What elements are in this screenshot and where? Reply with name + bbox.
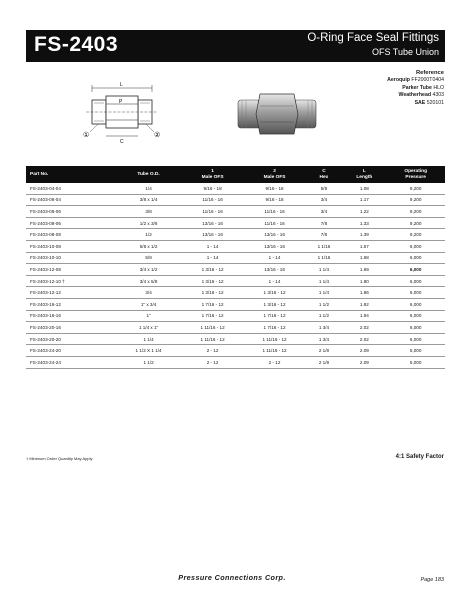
table-cell: 7/8 — [306, 217, 343, 229]
column-header: Tube O.D. — [137, 171, 160, 177]
reference-row: Parker Tube HLO — [402, 84, 444, 91]
table-cell: 3/4 — [306, 206, 343, 218]
table-cell: 6,000 — [386, 264, 445, 276]
table-cell: 11/16 - 16 — [244, 206, 306, 218]
table-cell: 13/16 - 16 — [244, 240, 306, 252]
table-cell: 1 - 14 — [244, 252, 306, 264]
table-cell: 2.02 — [342, 333, 386, 345]
column-header: 2 Male OFS — [263, 168, 286, 180]
table-cell: FS-2403-12-08 — [26, 264, 116, 276]
table-cell: 1 1/2 — [306, 298, 343, 310]
table-cell: 1 1/4 — [306, 264, 343, 276]
table-cell: 1 3/4 — [306, 322, 343, 334]
table-row — [26, 333, 445, 345]
table-cell: FS-2403-06-06 — [26, 206, 116, 218]
fitting-dimension-drawing — [72, 80, 172, 150]
table-cell: 1 3/16 - 12 — [182, 275, 244, 287]
table-row — [26, 322, 445, 334]
table-cell: 1 7/16 - 12 — [244, 310, 306, 322]
table-cell: 1.08 — [342, 183, 386, 194]
table-cell: 5,000 — [386, 345, 445, 357]
table-cell: 1.57 — [342, 240, 386, 252]
table-cell: 1.68 — [342, 252, 386, 264]
pressure-port-label: P — [119, 99, 123, 105]
table-cell: 6,000 — [386, 322, 445, 334]
table-row — [26, 206, 445, 218]
table-cell: 1 1/4 — [306, 275, 343, 287]
table-cell: 2.02 — [342, 322, 386, 334]
table-cell: 1 3/16 - 12 — [182, 287, 244, 299]
column-header: Operating Pressure — [404, 168, 427, 180]
table-cell: 9,200 — [386, 206, 445, 218]
table-cell: FS-2403-24-24 — [26, 356, 116, 368]
table-cell: 13/16 - 16 — [182, 217, 244, 229]
table-cell: 5/8 — [116, 252, 182, 264]
table-cell: 2.09 — [342, 356, 386, 368]
table-cell: 1 3/4 — [306, 333, 343, 345]
table-cell: 1.39 — [342, 229, 386, 241]
company-name: Pressure Connections Corp. — [178, 573, 286, 582]
table-cell: 5,000 — [386, 356, 445, 368]
column-header: Part No. — [30, 171, 49, 177]
column-header: L Length — [356, 168, 373, 180]
reference-block — [387, 70, 444, 107]
table-cell: FS-2403-06-04 — [26, 194, 116, 206]
table-cell: 9/16 - 18 — [244, 194, 306, 206]
table-cell: 1 1/16 — [306, 240, 343, 252]
table-cell: 1 7/16 - 12 — [182, 298, 244, 310]
table-cell: 3/4 x 5/8 — [116, 275, 182, 287]
table-cell: 1.86 — [342, 287, 386, 299]
table-cell: 9/16 - 18 — [182, 183, 244, 194]
table-row — [26, 252, 445, 264]
table-cell: 5/8 — [306, 183, 343, 194]
table-row — [26, 194, 445, 206]
table-cell: 1 1/4 — [116, 333, 182, 345]
table-cell: 1 3/16 - 12 — [244, 287, 306, 299]
table-cell: 3/8 x 1/4 — [116, 194, 182, 206]
table-cell: 9,200 — [386, 194, 445, 206]
table-row — [26, 217, 445, 229]
table-row — [26, 264, 445, 276]
safety-factor: 4:1 Safety Factor — [395, 454, 444, 460]
table-row — [26, 275, 445, 287]
length-label: L — [120, 82, 123, 88]
table-cell: 11/16 - 16 — [182, 194, 244, 206]
table-row — [26, 356, 445, 368]
table-cell: FS-2403-04-04 — [26, 183, 116, 194]
table-cell: 2 - 12 — [182, 356, 244, 368]
callout-2-label: ② — [154, 131, 161, 139]
table-cell: 1.94 — [342, 310, 386, 322]
table-row — [26, 287, 445, 299]
table-cell: 1/2 x 3/8 — [116, 217, 182, 229]
table-cell: 6,000 — [386, 310, 445, 322]
table-cell: FS-2403-08-06 — [26, 217, 116, 229]
table-cell: 13/16 - 16 — [244, 229, 306, 241]
table-cell: 13/16 - 16 — [244, 264, 306, 276]
table-cell: 1 1/2 — [116, 356, 182, 368]
table-cell: 1/2 — [116, 229, 182, 241]
table-cell: FS-2403-24-20 — [26, 345, 116, 357]
table-cell: 3/4 — [306, 194, 343, 206]
table-cell: 1 11/16 - 12 — [182, 333, 244, 345]
table-cell: 13/16 - 16 — [182, 229, 244, 241]
table-cell: 1 1/4 x 1" — [116, 322, 182, 334]
table-cell: FS-2403-10-10 — [26, 252, 116, 264]
table-cell: 1 1/4 — [306, 287, 343, 299]
title-banner — [26, 30, 445, 62]
table-cell: 7/8 — [306, 229, 343, 241]
table-cell: 11/16 - 16 — [244, 217, 306, 229]
product-family-title: O-Ring Face Seal Fittings — [307, 32, 439, 44]
table-cell: 1.33 — [342, 217, 386, 229]
table-cell: 1 - 14 — [182, 240, 244, 252]
table-cell: 6,000 — [386, 333, 445, 345]
table-cell: 5/8 x 1/2 — [116, 240, 182, 252]
table-cell: FS-2403-16-16 — [26, 310, 116, 322]
table-cell: 2 - 12 — [182, 345, 244, 357]
table-cell: 1 1/16 — [306, 252, 343, 264]
table-cell: 1.17 — [342, 194, 386, 206]
table-cell: 1.69 — [342, 264, 386, 276]
column-header: C Hex — [319, 168, 329, 180]
table-cell: 2 - 12 — [244, 356, 306, 368]
table-cell: 2 1/8 — [306, 356, 343, 368]
table-cell: 1 11/16 - 12 — [244, 345, 306, 357]
table-cell: 6,000 — [386, 240, 445, 252]
table-cell: 1 1/2 X 1 1/4 — [116, 345, 182, 357]
table-cell: 1 7/16 - 12 — [182, 310, 244, 322]
table-cell: 9,200 — [386, 183, 445, 194]
table-row — [26, 240, 445, 252]
table-cell: 9,200 — [386, 229, 445, 241]
table-cell: 1.80 — [342, 275, 386, 287]
table-cell: FS-2403-16-12 — [26, 298, 116, 310]
table-cell: 1/4 — [116, 183, 182, 194]
reference-row: Aeroquip FF2000T0404 — [387, 77, 444, 84]
table-cell: 9/16 - 18 — [244, 183, 306, 194]
table-cell: 1.92 — [342, 298, 386, 310]
table-cell: 3/8 — [116, 206, 182, 218]
page-number: Page 183 — [420, 577, 444, 583]
table-cell: FS-2403-20-20 — [26, 333, 116, 345]
reference-heading: Reference — [415, 70, 444, 76]
table-cell: 1" x 3/4 — [116, 298, 182, 310]
footnote: † Minimum Order Quantity May Apply — [26, 456, 93, 461]
table-cell: 1 - 14 — [182, 252, 244, 264]
table-cell: 6,000 — [386, 252, 445, 264]
table-cell: 1 1/2 — [306, 310, 343, 322]
table-cell: 6,000 — [386, 275, 445, 287]
table-row — [26, 310, 445, 322]
table-cell: FS-2403-08-08 — [26, 229, 116, 241]
table-cell: 1" — [116, 310, 182, 322]
table-cell: FS-2403-12-12 — [26, 287, 116, 299]
reference-row: SAE 520101 — [414, 99, 444, 106]
table-cell: 9,200 — [386, 217, 445, 229]
table-cell: 1 - 14 — [244, 275, 306, 287]
table-cell: 2 1/8 — [306, 345, 343, 357]
table-cell: 6,000 — [386, 287, 445, 299]
table-cell: 3/4 x 1/2 — [116, 264, 182, 276]
product-subtitle: OFS Tube Union — [371, 47, 439, 57]
table-cell: 3/4 — [116, 287, 182, 299]
table-cell: FS-2403-12-10 † — [26, 275, 116, 287]
table-header-row — [26, 166, 445, 183]
table-cell: 2.09 — [342, 345, 386, 357]
table-cell: 11/16 - 16 — [182, 206, 244, 218]
table-cell: 1 7/16 - 12 — [244, 322, 306, 334]
part-number-title: FS-2403 — [34, 33, 119, 56]
table-cell: 1 3/16 - 12 — [244, 298, 306, 310]
hex-label: C — [120, 139, 124, 145]
reference-row: Weatherhead 4303 — [398, 92, 444, 99]
table-cell: FS-2403-20-16 — [26, 322, 116, 334]
table-cell: FS-2403-10-08 — [26, 240, 116, 252]
table-cell: 1 11/16 - 12 — [182, 322, 244, 334]
table-cell: 1.22 — [342, 206, 386, 218]
table-row — [26, 298, 445, 310]
specifications-table — [26, 166, 445, 369]
table-cell: 1 11/16 - 12 — [244, 333, 306, 345]
table-cell: 1 3/16 - 12 — [182, 264, 244, 276]
fitting-photo — [236, 84, 318, 144]
table-row — [26, 229, 445, 241]
table-row — [26, 345, 445, 357]
table-cell: 6,000 — [386, 298, 445, 310]
callout-1-label: ① — [83, 131, 90, 139]
column-header: 1 Male OFS — [201, 168, 224, 180]
table-row — [26, 183, 445, 194]
